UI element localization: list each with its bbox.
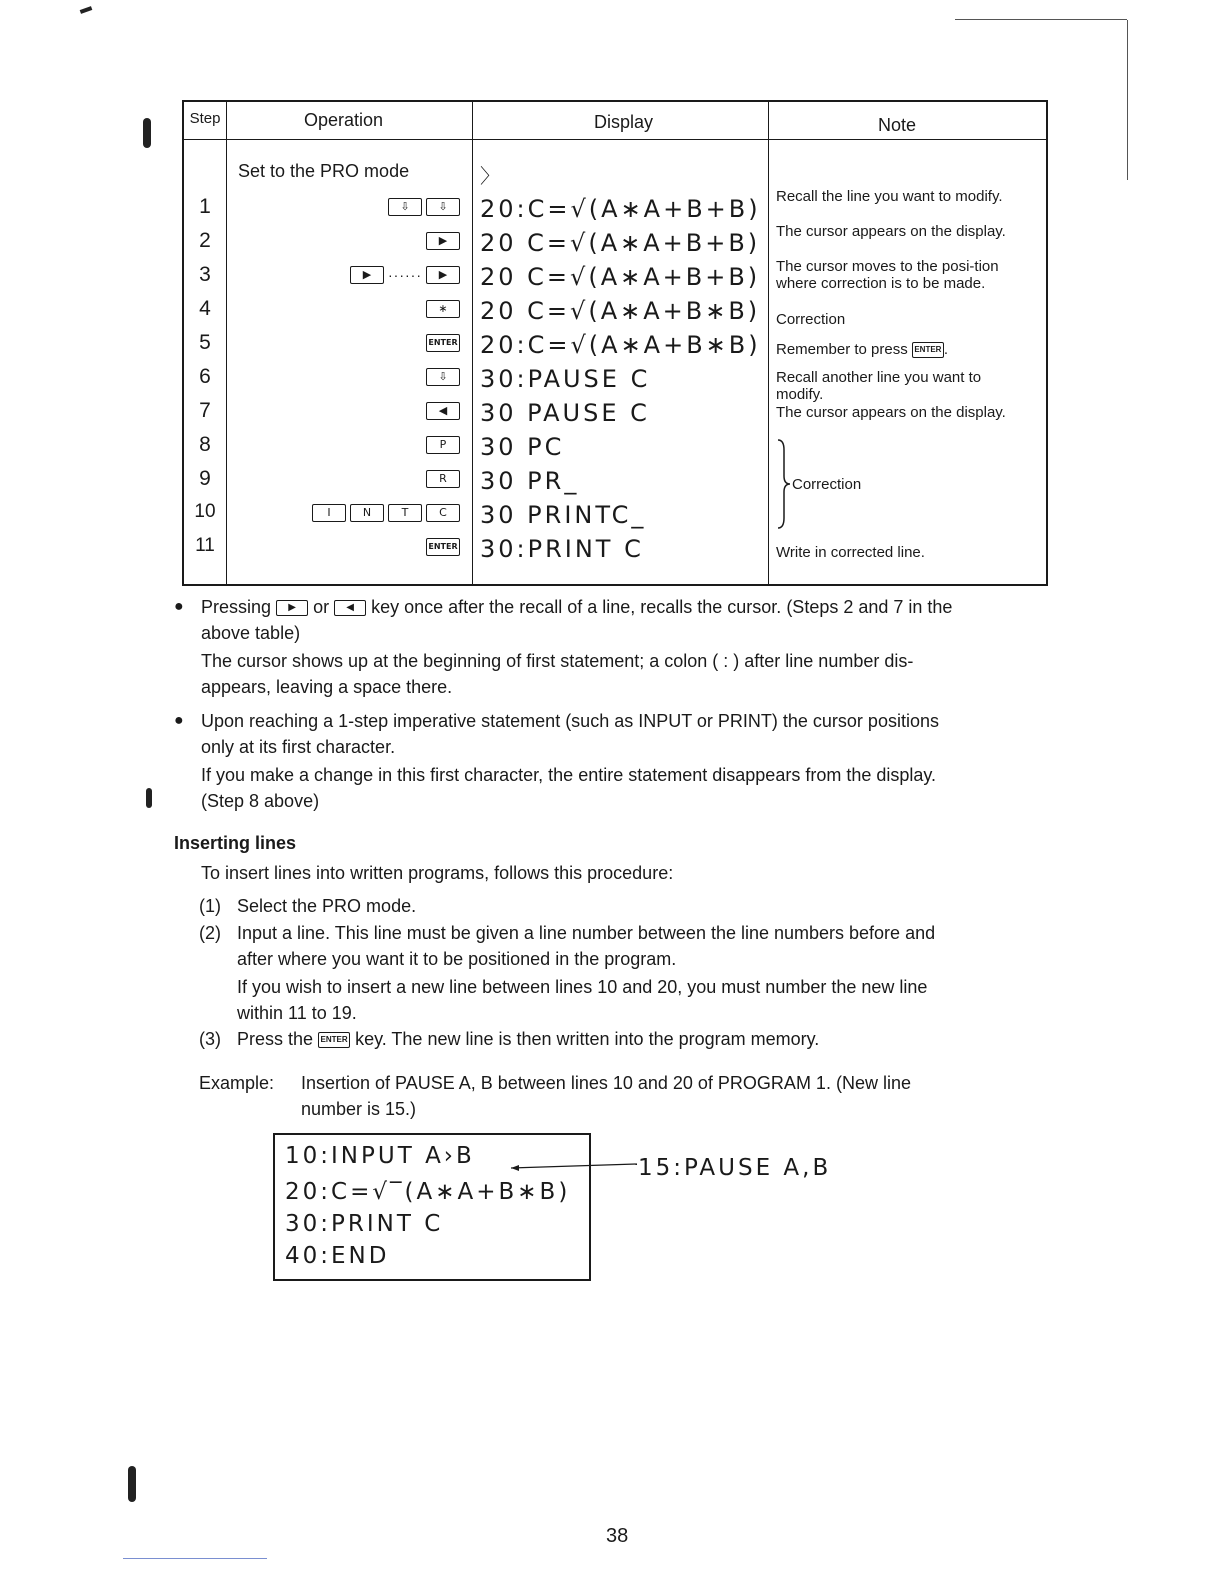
header-operation: Operation (304, 110, 384, 130)
step-number: 11 (195, 535, 215, 556)
note-text: Correction (792, 476, 862, 493)
scan-line-top-right (955, 19, 1127, 20)
operation-row-8 (228, 436, 460, 458)
program-line: 20:C=√‾(A∗A+B∗B) (285, 1179, 571, 1205)
step-label: (3) (199, 1029, 221, 1049)
key-operation-table (182, 100, 1048, 586)
body-text: Press the (237, 1029, 314, 1049)
scan-mark-left-2 (146, 788, 152, 808)
bullet-icon: ● (174, 598, 184, 615)
body-text: If you make a change in this first character, the entire statement disappears from the display. (201, 765, 937, 785)
page-number: 38 (606, 1525, 629, 1547)
step-number: 4 (199, 297, 211, 320)
display-text: 30 PRINTC_ (480, 501, 647, 529)
display-text: 30 PC (480, 433, 565, 461)
enter-key-icon: ENTER (318, 1032, 350, 1048)
section-heading: Inserting lines (174, 833, 297, 853)
body-text: Input a line. This line must be given a line number between the line numbers before and (237, 923, 936, 943)
body-text: after where you want it to be positioned in the program. (237, 949, 677, 969)
body-text: Upon reaching a 1-step imperative statement (such as INPUT or PRINT) the cursor positions (201, 711, 939, 731)
inserted-line: 15:PAUSE A,B (638, 1155, 832, 1181)
p-key-icon: P (426, 436, 460, 454)
body-text: Insertion of PAUSE A, B between lines 10 and 20 of PROGRAM 1. (New line (301, 1073, 911, 1093)
n-key-icon: N (350, 504, 384, 522)
left-arrow-key-icon: ◀ (334, 600, 366, 616)
note-column (768, 102, 1046, 584)
enter-key-icon: ENTER (912, 342, 944, 358)
multiply-key-icon: ∗ (426, 300, 460, 318)
step-number: 7 (199, 399, 211, 422)
enter-key-icon: ENTER (426, 538, 460, 556)
body-text: number is 15.) (301, 1099, 417, 1119)
header-display: Display (594, 112, 654, 132)
right-arrow-key-icon: ▶ (426, 266, 460, 284)
note-text: Recall another line you want to modify. (776, 369, 982, 403)
body-text: within 11 to 19. (237, 1003, 357, 1023)
header-step: Step (189, 110, 221, 127)
operation-row-5 (228, 334, 460, 356)
note-text: Recall the line you want to modify. (776, 188, 1003, 205)
note-remember (776, 341, 1026, 358)
step-label: (2) (199, 923, 221, 943)
curly-brace-icon (776, 438, 792, 530)
header-note: Note (878, 115, 917, 135)
step-number: 8 (199, 433, 211, 456)
display-text: 30 PR_ (480, 467, 580, 495)
program-line: 10:INPUT A›B (285, 1143, 475, 1169)
body-text: appears, leaving a space there. (201, 677, 453, 697)
r-key-icon: R (426, 470, 460, 488)
operation-row-7 (228, 402, 460, 424)
step-number: 3 (199, 263, 211, 286)
t-key-icon: T (388, 504, 422, 522)
bullet-paragraph-1 (201, 594, 1051, 620)
operation-row-10 (228, 504, 460, 526)
scan-mark-left-3 (128, 1466, 136, 1502)
body-text: The cursor shows up at the beginning of first statement; a colon ( : ) after line number dis- (201, 651, 914, 671)
insert-arrow-icon (505, 1158, 645, 1178)
operation-row-2 (228, 232, 460, 254)
display-text: 20:C=√(A∗A+B+B) (480, 195, 761, 223)
bullet-icon: ● (174, 712, 184, 729)
example-label: Example: (199, 1073, 275, 1093)
display-text: 30 PAUSE C (480, 399, 650, 427)
right-arrow-key-icon: ▶ (350, 266, 384, 284)
down-arrow-key-icon: ⇩ (426, 368, 460, 386)
display-text: 30:PAUSE C (480, 365, 651, 393)
step-number: 6 (199, 365, 211, 388)
step-number: 9 (199, 467, 211, 490)
program-listing-box (273, 1133, 591, 1281)
left-arrow-key-icon: ◀ (426, 402, 460, 420)
body-text: To insert lines into written programs, follows this procedure: (201, 863, 674, 883)
scan-line-bottom (123, 1558, 267, 1559)
c-key-icon: C (426, 504, 460, 522)
operation-row-9 (228, 470, 460, 492)
step-number: 1 (199, 195, 211, 218)
program-line: 40:END (285, 1243, 390, 1269)
body-text: only at its first character. (201, 737, 396, 757)
operation-row-1 (228, 198, 460, 220)
display-column (472, 102, 768, 584)
step-label: (1) (199, 896, 221, 916)
scan-line-right-edge (1127, 20, 1128, 180)
program-line: 30:PRINT C (285, 1211, 444, 1237)
note-text: The cursor appears on the display. (776, 223, 1006, 240)
note-text: Correction (776, 311, 846, 328)
note-text: Remember to press (776, 341, 908, 358)
body-text: key. The new line is then written into the program memory. (355, 1029, 820, 1049)
down-arrow-key-icon: ⇩ (426, 198, 460, 216)
scan-mark-top-left (80, 6, 93, 14)
body-text: Pressing (201, 597, 272, 617)
display-text: 30:PRINT C (480, 535, 644, 563)
scan-mark-left-1 (143, 118, 151, 148)
step-number: 2 (199, 229, 211, 252)
body-text: or (313, 597, 330, 617)
note-text: . (943, 341, 949, 358)
repeat-dots: ······ (388, 267, 422, 283)
body-text: above table) (201, 623, 301, 643)
note-text: Write in corrected line. (776, 544, 925, 561)
step-number: 5 (199, 331, 211, 354)
step-number: 10 (194, 501, 216, 522)
operation-row-3 (228, 266, 460, 288)
operation-row-11 (228, 538, 460, 560)
body-text: If you wish to insert a new line between lines 10 and 20, you must number the new line (237, 977, 928, 997)
display-text: 20 C=√(A∗A+B+B) (480, 263, 761, 291)
enter-key-icon: ENTER (426, 334, 460, 352)
note-text: The cursor appears on the display. (776, 404, 1006, 421)
note-text: The cursor moves to the posi-tion where correction is to be made. (776, 258, 999, 292)
down-arrow-key-icon: ⇩ (388, 198, 422, 216)
display-text: 20:C=√(A∗A+B∗B) (480, 331, 761, 359)
body-text: (Step 8 above) (201, 791, 320, 811)
operation-row-6 (228, 368, 460, 390)
operation-row-4 (228, 300, 460, 322)
i-key-icon: I (312, 504, 346, 522)
setup-operation: Set to the PRO mode (238, 161, 410, 181)
right-arrow-key-icon: ▶ (426, 232, 460, 250)
body-text: Select the PRO mode. (237, 896, 417, 916)
table-col-divider (226, 102, 227, 584)
right-arrow-key-icon: ▶ (276, 600, 308, 616)
display-text: 20 C=√(A∗A+B+B) (480, 229, 761, 257)
body-text: key once after the recall of a line, recalls the cursor. (Steps 2 and 7 in the (371, 597, 953, 617)
display-text: 20 C=√(A∗A+B∗B) (480, 297, 761, 325)
setup-display: 〉 (480, 166, 500, 188)
step-3-text (237, 1026, 819, 1052)
